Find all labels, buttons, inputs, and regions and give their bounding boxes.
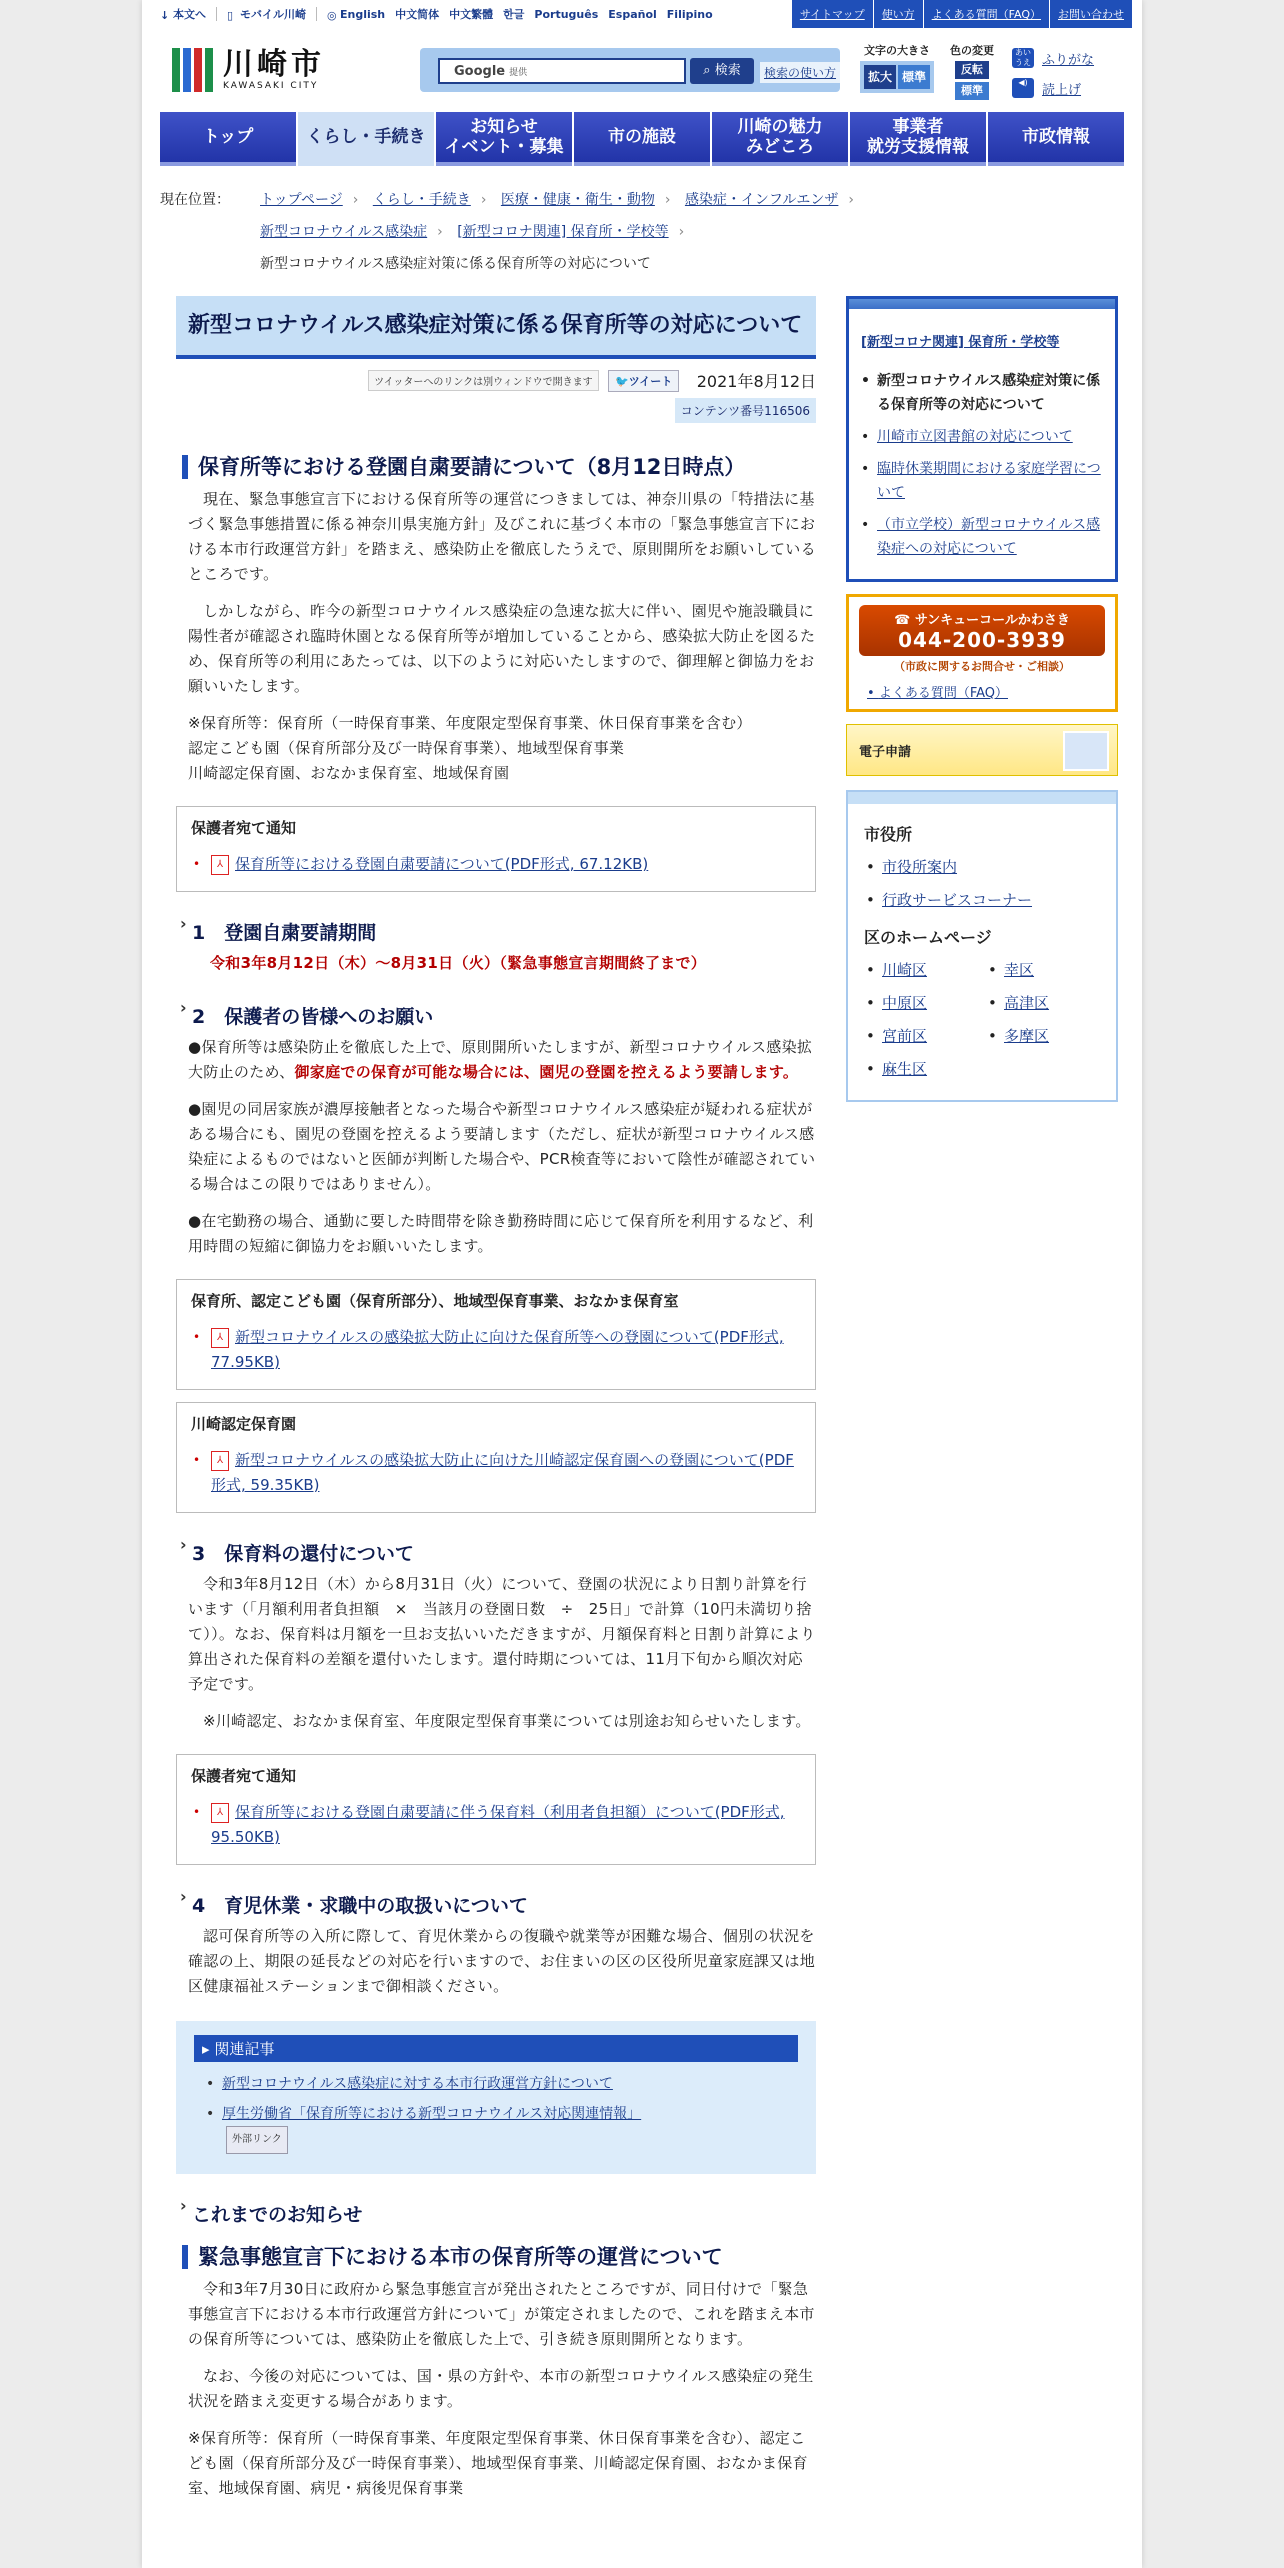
section-nav-item[interactable]: （市立学校）新型コロナウイルス感染症への対応について xyxy=(877,517,1101,557)
site-header xyxy=(142,34,1142,112)
paragraph: ●園児の同居家族が濃厚接触者となった場合や新型コロナウイルス感染症が疑われる症状がある場合にも、園児の登園を控えるよう要請します（ただし、症状が新型コロナウイルス感染症によるものではないと医師が判断した場合や、PCR検査等において陰性が確認されている場合はこの限りではありません）。 xyxy=(188,1100,816,1193)
publish-date: 2021年8月12日 xyxy=(696,372,816,391)
nav-attractions[interactable]: 川崎の魅力 みどころ xyxy=(712,112,848,166)
search-area xyxy=(420,48,840,92)
related-link[interactable]: 厚生労働省「保育所等における新型コロナウイルス対応関連情報」 xyxy=(222,2106,642,2122)
mobile-icon: ▯ xyxy=(227,9,234,22)
furigana-icon: あい うえ xyxy=(1012,48,1034,68)
speaker-icon: ◀) xyxy=(1012,78,1034,98)
twitter-icon: 🐦 xyxy=(615,374,629,388)
section-nav-item[interactable]: 臨時休業期間における家庭学習について xyxy=(877,461,1101,501)
utility-bar xyxy=(142,0,1142,34)
furigana-link[interactable]: ふりがな xyxy=(1042,52,1095,68)
pdf-icon: ⅄ xyxy=(211,1803,229,1823)
contact-link[interactable]: お問い合わせ xyxy=(1049,0,1132,28)
paragraph: ●在宅勤務の場合、通勤に要した時間帯を除き勤務時間に応じて保育所を利用するなど、利用時間の短縮に御協力をお願いいたします。 xyxy=(188,1212,814,1255)
crumb-covid[interactable]: 新型コロナウイルス感染症 xyxy=(260,224,428,240)
utility-nav xyxy=(791,0,1132,28)
notice-box: 保育所、認定こども園（保育所部分）、地域型保育事業、おなかま保育室 • ⅄ 新型コロナウイルスの感染拡大防止に向けた保育所等への登園について(PDF形式, 77.95KB) xyxy=(176,1279,816,1390)
lang-es[interactable]: Español xyxy=(608,7,657,21)
crumb-living[interactable]: くらし・手続き xyxy=(372,192,471,208)
color-control: 色の変更 反転 標準 xyxy=(950,42,994,100)
ward-link[interactable]: 多摩区 xyxy=(1004,1027,1050,1045)
section-heading: 緊急事態宣言下における本市の保育所等の運営について xyxy=(182,2245,816,2269)
search-help-link[interactable]: 検索の使い方 xyxy=(760,62,840,83)
section-heading: 保育所等における登園自粛要請について（8月12日時点） xyxy=(182,455,816,479)
ward-link[interactable]: 宮前区 xyxy=(882,1027,928,1045)
ward-link[interactable]: 高津区 xyxy=(1004,994,1050,1012)
search-icon: ⌕ xyxy=(703,63,711,78)
paragraph: ※川崎認定、おなかま保育室、年度限定型保育事業については別途お知らせいたします。 xyxy=(203,1712,811,1730)
skip-to-content-link[interactable]: ↓ 本文へ xyxy=(160,8,206,22)
wards-heading: 区のホームページ xyxy=(864,928,992,947)
logo-mark xyxy=(172,48,213,92)
crumb-top[interactable]: トップページ xyxy=(260,192,343,208)
lang-zh-cn[interactable]: 中文简体 xyxy=(395,8,440,21)
paragraph: ●保育所等は感染防止を徹底した上で、原則開所いたしますが、新型コロナウイルス感染拡大防止のため、御家庭での保育が可能な場合には、園児の登園を控えるよう要請します。 xyxy=(188,1038,813,1081)
notice-box: 保護者宛て通知 • ⅄ 保育所等における登園自粛要請に伴う保育料（利用者負担額）について(PDF形式, 95.50KB) xyxy=(176,1754,816,1865)
pdf-link[interactable]: 保育所等における登園自粛要請に伴う保育料（利用者負担額）について(PDF形式, 95.50KB) xyxy=(211,1803,785,1846)
subheading: › 1 登園自粛要請期間 xyxy=(182,918,816,945)
font-enlarge-button[interactable]: 拡大 xyxy=(864,65,896,89)
mobile-link[interactable]: ▯ モバイル川崎 xyxy=(227,8,306,22)
nav-business[interactable]: 事業者 就労支援情報 xyxy=(850,112,986,166)
cityhall-heading: 市役所 xyxy=(864,825,913,844)
paragraph: しかしながら、昨今の新型コロナウイルス感染症の急速な拡大に伴い、園児や施設職員に陽性者が確認され臨時休園となる保育所等が増加していることから、感染拡大防止を図るため、保育所等の利用にあたっては、以下のように対応いたしますので、御理解と御協力をお願いいたします。 xyxy=(188,602,816,695)
paragraph: なお、今後の対応については、国・県の方針や、本市の新型コロナウイルス感染症の発生状況を踏まえ変更する場合があります。 xyxy=(188,2367,814,2410)
ward-link[interactable]: 幸区 xyxy=(1004,961,1035,979)
note: ※保育所等：保育所（一時保育事業、年度限定型保育事業、休日保育事業を含む） xyxy=(188,714,752,732)
call-number: 044-200-3939 xyxy=(898,628,1066,652)
section-nav-item-current: • 新型コロナウイルス感染症対策に係る保育所等の対応について xyxy=(861,369,1103,417)
monitor-icon xyxy=(1063,731,1109,771)
paragraph: 令和3年7月30日に政府から緊急事態宣言が発出されたところですが、同日付けで「緊急事態宣言下における本市行政運営方針について」が策定されましたので、これを踏まえ本市の保育所等については、感染防止を徹底した上で、引き続き原則開所となります。 xyxy=(188,2280,815,2348)
tweet-button[interactable]: 🐦ツイート xyxy=(608,370,679,392)
language-links xyxy=(160,6,713,22)
city-logo[interactable] xyxy=(172,48,325,92)
twitter-note: ツイッターへのリンクは別ウィンドウで開きます xyxy=(368,370,599,391)
ward-link[interactable]: 麻生区 xyxy=(882,1060,928,1078)
pdf-link[interactable]: 保育所等における登園自粛要請について(PDF形式, 67.12KB) xyxy=(235,855,649,873)
color-standard-button[interactable]: 標準 xyxy=(955,82,989,100)
subheading: › 4 育児休業・求職中の取扱いについて xyxy=(182,1891,816,1918)
crumb-infection[interactable]: 感染症・インフルエンザ xyxy=(684,192,839,208)
faq-link[interactable]: よくある質問（FAQ） xyxy=(923,0,1049,28)
external-link-badge: 外部リンク xyxy=(226,2126,288,2154)
lang-ko[interactable]: 한글 xyxy=(503,8,525,21)
related-heading: ▸ 関連記事 xyxy=(194,2035,798,2062)
subheading: › 3 保育料の還付について xyxy=(182,1539,816,1566)
pdf-icon: ⅄ xyxy=(211,855,229,875)
paragraph: 令和3年8月12日（木）から8月31日（火）について、登園の状況により日割り計算を行います（「月額利用者負担額 × 当該月の登園日数 ÷ 25日」で計算（10円未満切り捨て））。なお、保育料は月額を一旦お支払いいただきますが、月額保育料と日割り計算により算出された保育料の差額を還付いたします。還付時期については、11月下旬から順次対応予定です。 xyxy=(188,1575,816,1693)
search-input[interactable]: Google 提供 xyxy=(438,58,686,84)
pdf-icon: ⅄ xyxy=(211,1451,229,1471)
global-nav xyxy=(160,112,1124,166)
pdf-link[interactable]: 新型コロナウイルスの感染拡大防止に向けた保育所等への登園について(PDF形式, 77.95KB) xyxy=(211,1328,784,1371)
pdf-icon: ⅄ xyxy=(211,1328,229,1348)
cityhall-link[interactable]: 市役所案内 xyxy=(882,858,958,876)
lang-pt[interactable]: Português xyxy=(534,7,599,21)
section-nav xyxy=(846,296,1118,582)
color-invert-button[interactable]: 反転 xyxy=(955,61,989,79)
subheading: › これまでのお知らせ xyxy=(182,2200,816,2227)
content-id: コンテンツ番号116506 xyxy=(675,398,816,423)
nav-cityinfo[interactable]: 市政情報 xyxy=(988,112,1124,166)
related-articles xyxy=(176,2021,816,2174)
note: 認定こども園（保育所部分及び一時保育事業）、地域型保育事業 xyxy=(188,739,625,757)
period-text: 令和3年8月12日（木）～8月31日（火）（緊急事態宣言期間終了まで） xyxy=(210,954,707,972)
call-center-box: ☎ サンキューコールかわさき 044-200-3939 （市政に関するお問合せ・ご相談） • よくある質問（FAQ） xyxy=(846,594,1118,712)
phone-icon: ☎ xyxy=(894,613,911,628)
paragraph: 認可保育所等の入所に際して、育児休業からの復職や就業等が困難な場合、個別の状況を確認の上、期限の延長などの対応を行いますので、お住まいの区の区役所児童家庭課又は地区健康福祉ステーションまで御相談ください。 xyxy=(188,1927,816,1995)
font-standard-button[interactable]: 標準 xyxy=(898,65,930,89)
notice-box: 川崎認定保育園 • ⅄ 新型コロナウイルスの感染拡大防止に向けた川崎認定保育園への登園について(PDF形式, 59.35KB) xyxy=(176,1402,816,1513)
lang-fil[interactable]: Filipino xyxy=(666,7,713,21)
ward-link[interactable]: 川崎区 xyxy=(882,961,928,979)
crumb-health[interactable]: 医療・健康・衛生・動物 xyxy=(500,192,655,208)
cityhall-link[interactable]: 行政サービスコーナー xyxy=(882,891,1033,909)
usage-link[interactable]: 使い方 xyxy=(873,0,923,28)
e-application-banner[interactable]: 電子申請 xyxy=(846,724,1118,776)
search-button[interactable]: ⌕ 検索 xyxy=(690,58,754,84)
font-size-control: 文字の大きさ 拡大 標準 xyxy=(860,42,934,93)
ward-link[interactable]: 中原区 xyxy=(882,994,928,1012)
note: 川崎認定保育園、おなかま保育室、地域保育園 xyxy=(188,764,510,782)
crumb-covid-school[interactable]: [新型コロナ関連] 保育所・学校等 xyxy=(457,224,669,240)
readout-link[interactable]: 読上げ xyxy=(1042,82,1082,98)
lang-english[interactable]: ◎ English xyxy=(327,7,386,22)
city-links-box xyxy=(846,790,1118,1102)
breadcrumb: 現在位置： トップページ › くらし・手続き › 医療・健康・衛生・動物 › 感染症・インフルエンザ › 新型コロナウイルス感染症 › [新型コロナ関連] 保育所・学校等 › 新型コロナウイルス感染症対策に係る保育所等の対応について xyxy=(142,166,1142,280)
related-link[interactable]: 新型コロナウイルス感染症に対する本市行政運営方針について xyxy=(222,2076,613,2092)
section-nav-item[interactable]: 川崎市立図書館の対応について xyxy=(877,429,1073,445)
chevron-right-icon: ▸ xyxy=(202,2040,210,2058)
lang-zh-tw[interactable]: 中文繁體 xyxy=(449,8,494,21)
page-title: 新型コロナウイルス感染症対策に係る保育所等の対応について xyxy=(176,296,816,359)
call-center-banner[interactable]: ☎ サンキューコールかわさき 044-200-3939 xyxy=(859,605,1105,656)
nav-living[interactable]: くらし・手続き xyxy=(298,112,434,166)
section-nav-title[interactable]: [新型コロナ関連] 保育所・学校等 xyxy=(861,335,1060,350)
paragraph: 現在、緊急事態宣言下における保育所等の運営につきましては、神奈川県の「特措法に基づく緊急事態措置に係る神奈川県実施方針」及びこれに基づく本市の「緊急事態宣言下における本市行政運営方針」を踏まえ、感染防止を徹底したうえで、原則開所をお願いしているところです。 xyxy=(188,490,816,583)
nav-top[interactable]: トップ xyxy=(160,112,296,166)
notice-box: 保護者宛て通知 • ⅄ 保育所等における登園自粛要請について(PDF形式, 67.12KB) xyxy=(176,806,816,892)
faq-link[interactable]: よくある質問（FAQ） xyxy=(878,686,1008,701)
logo-text-en: KAWASAKI CITY xyxy=(223,81,319,91)
note: ※保育所等：保育所（一時保育事業、年度限定型保育事業、休日保育事業を含む）、認定こども園（保育所部分及び一時保育事業）、地域型保育事業、川崎認定保育園、おなかま保育室、地域保育園、病児・病後児保育事業 xyxy=(188,2429,808,2497)
main-content xyxy=(176,296,816,2513)
sitemap-link[interactable]: サイトマップ xyxy=(791,0,873,28)
logo-text-jp: 川崎市 xyxy=(223,47,325,82)
subheading: › 2 保護者の皆様へのお願い xyxy=(182,1002,816,1029)
sidebar xyxy=(846,296,1118,1102)
globe-icon: ◎ xyxy=(327,8,337,22)
nav-facilities[interactable]: 市の施設 xyxy=(574,112,710,166)
page xyxy=(142,0,1142,2568)
crumb-current: 新型コロナウイルス感染症対策に係る保育所等の対応について xyxy=(260,256,651,272)
accessibility-tools xyxy=(1012,48,1094,108)
nav-news[interactable]: お知らせ イベント・募集 xyxy=(436,112,572,166)
article-meta xyxy=(176,369,816,423)
down-arrow-icon: ↓ xyxy=(160,9,170,22)
pdf-link[interactable]: 新型コロナウイルスの感染拡大防止に向けた川崎認定保育園への登園について(PDF形式, 59.35KB) xyxy=(211,1451,794,1494)
